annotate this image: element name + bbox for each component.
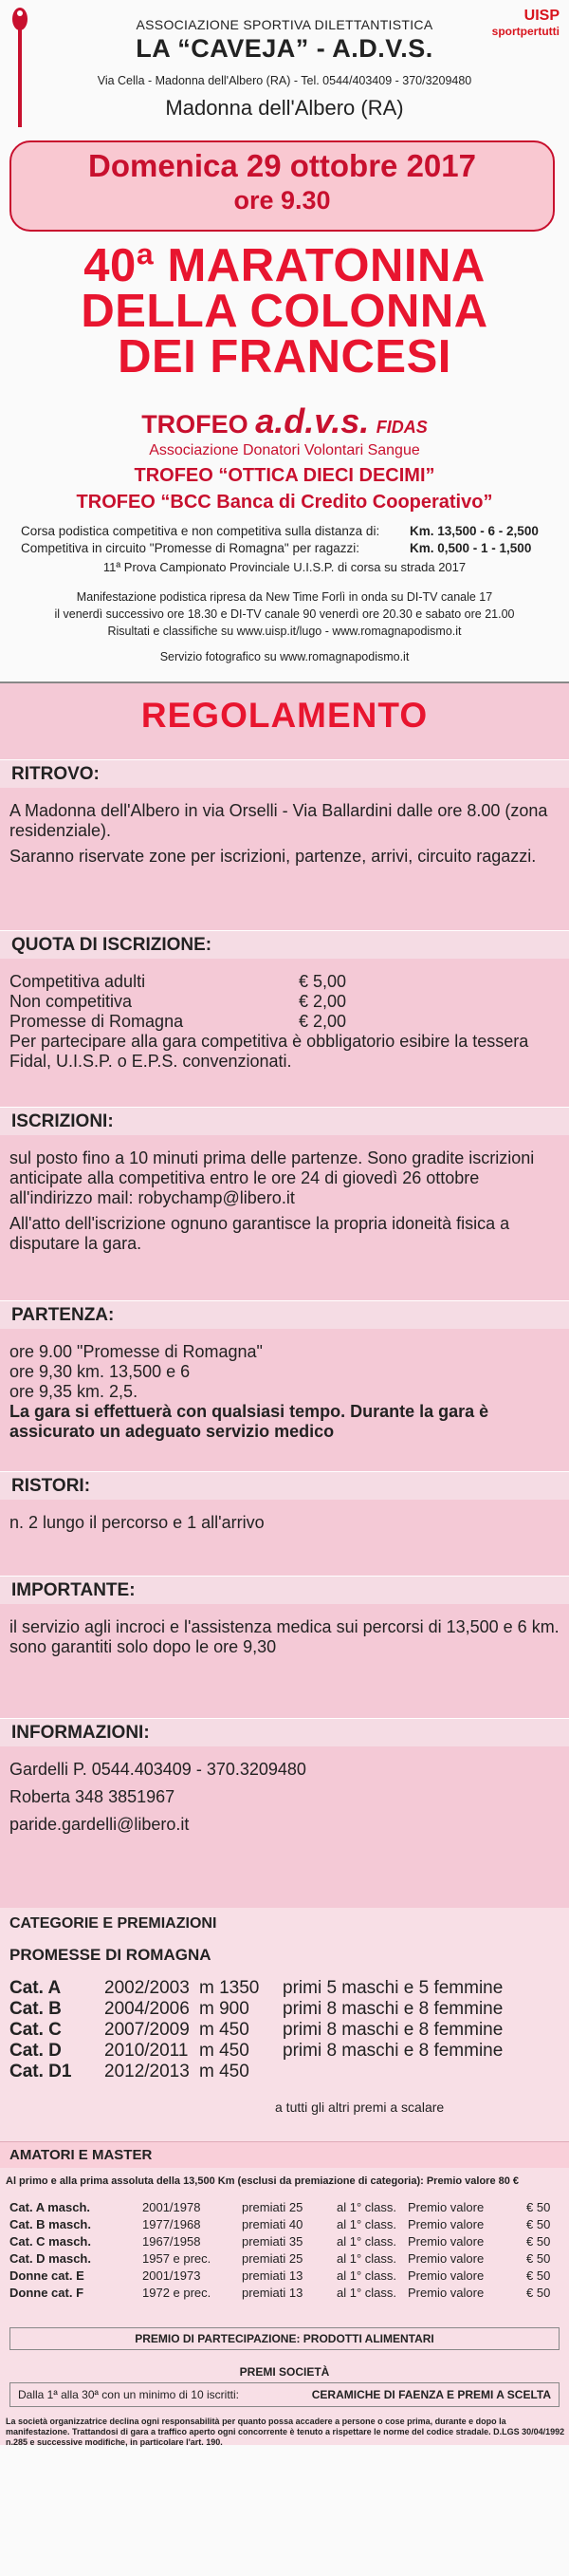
cat-years: 2004/2006 — [104, 1999, 190, 2019]
promesse-table — [9, 1978, 564, 2082]
section-title: ISCRIZIONI: — [11, 1111, 114, 1131]
scalare-note: a tutti gli altri premi a scalare — [275, 2100, 445, 2115]
info-email: paride.gardelli@libero.it — [9, 1815, 190, 1834]
am-eur: € 50 — [526, 2251, 551, 2266]
am-prized: premiati 35 — [242, 2234, 303, 2249]
quota-label: Non competitiva — [9, 992, 133, 1011]
club-town: Madonna dell'Albero (RA) — [165, 96, 404, 120]
fidas-logo: FIDAS — [376, 418, 428, 437]
photo-info: Servizio fotografico su www.romagnapodismo.it — [159, 650, 410, 663]
am-prized: premiati 25 — [242, 2200, 303, 2214]
section-body-partenza — [9, 1342, 560, 1447]
trofeo-prefix: TROFEO — [141, 410, 248, 439]
am-years: 1957 e prec. — [142, 2251, 211, 2266]
trofeo-bcc: TROFEO “BCC Banca di Credito Cooperativo” — [76, 492, 493, 513]
distance-row-adults — [21, 524, 561, 538]
am-prize-label: Premio valore — [408, 2200, 485, 2214]
event-time: ore 9.30 — [233, 186, 331, 215]
championship-note: 11ª Prova Campionato Provinciale U.I.S.P. di corsa su strada 2017 — [102, 560, 467, 574]
am-prized: premiati 25 — [242, 2251, 303, 2266]
am-prize-label: Premio valore — [408, 2251, 485, 2266]
uisp-tagline: sportpertutti — [491, 25, 560, 38]
club-address: Via Cella - Madonna dell'Albero (RA) - Tel. 0544/403409 - 370/3209480 — [97, 74, 472, 87]
table-row — [9, 2251, 564, 2268]
uisp-logo-text: UISP — [523, 8, 560, 24]
ristori-text: n. 2 lungo il percorso e 1 all'arrivo — [9, 1513, 265, 1532]
quota-row — [9, 1012, 560, 1032]
amatori-table — [9, 2200, 564, 2303]
cat-name: Cat. D — [9, 2041, 62, 2061]
section-title: RISTORI: — [11, 1476, 91, 1496]
section-body-quota — [9, 972, 560, 1077]
distance-km: Km. 13,500 - 6 - 2,500 — [410, 524, 539, 538]
cat-prize: primi 8 maschi e 8 femmine — [283, 2020, 504, 2040]
header — [0, 0, 569, 133]
section-title: QUOTA DI ISCRIZIONE: — [11, 935, 212, 955]
title-line-3: DEI FRANCESI — [118, 331, 451, 383]
am-eur: € 50 — [526, 2217, 551, 2231]
am-class: al 1° class. — [337, 2286, 397, 2300]
quota-note: Per partecipare alla gara competitiva è obbligatorio esibire la tessera Fidal, U.I.S.P. o E.P.S. convenzionati. — [9, 1032, 529, 1071]
am-class: al 1° class. — [337, 2217, 397, 2231]
tv-info-2: il venerdì successivo ore 18.30 e DI-TV canale 90 venerdì ore 20.30 e sabato ore 21.00 — [54, 607, 515, 621]
cat-name: Cat. B — [9, 1999, 62, 2019]
section-title: IMPORTANTE: — [11, 1580, 136, 1600]
categorie-title: CATEGORIE E PREMIAZIONI — [9, 1915, 217, 1932]
table-row — [9, 2020, 564, 2041]
cat-name: Cat. C — [9, 2020, 62, 2040]
cat-prize: primi 8 maschi e 8 femmine — [283, 2041, 504, 2061]
assoc-line: ASSOCIAZIONE SPORTIVA DILETTANTISTICA — [136, 17, 433, 32]
section-body-ristori — [9, 1513, 560, 1539]
cat-distance: m 900 — [199, 1999, 249, 2019]
cat-years: 2012/2013 — [104, 2062, 190, 2081]
amatori-head — [0, 2141, 569, 2168]
partenza-line-3: ore 9,35 km. 2,5. — [9, 1382, 138, 1401]
footer-disclaimer: La società organizzatrice declina ogni responsabilità per quanto possa accadere a persone o cose prima, durante e dopo la manifestazione. Trattandosi di gara a traffico aperto ogni concorrente è tenuto a rispettare le norme del codice stradale. D.LGS 30/04/1992 n.285 e successive modifiche, in particolare l'art. 190. — [6, 2417, 565, 2447]
table-row — [9, 2200, 564, 2217]
am-class: al 1° class. — [337, 2200, 397, 2214]
am-prize-label: Premio valore — [408, 2234, 485, 2249]
table-row — [9, 2041, 564, 2062]
trofeo-ottica: TROFEO “OTTICA DIECI DECIMI” — [134, 465, 435, 486]
info-phone-2: Roberta 348 3851967 — [9, 1787, 175, 1806]
am-years: 1967/1958 — [142, 2234, 201, 2249]
am-eur: € 50 — [526, 2286, 551, 2300]
distance-label: Corsa podistica competitiva e non competitiva sulla distanza di: — [21, 524, 380, 538]
ritrovo-text-2: Saranno riservate zone per iscrizioni, partenze, arrivi, circuito ragazzi. — [9, 847, 537, 866]
cat-prize: primi 8 maschi e 8 femmine — [283, 1999, 504, 2019]
quota-row — [9, 972, 560, 992]
am-cat: Cat. A masch. — [9, 2200, 91, 2214]
am-class: al 1° class. — [337, 2251, 397, 2266]
club-name: LA “CAVEJA” - A.D.V.S. — [136, 34, 433, 63]
distance-km: Km. 0,500 - 1 - 1,500 — [410, 541, 532, 555]
premi-societa-box — [9, 2382, 560, 2407]
am-prized: premiati 40 — [242, 2217, 303, 2231]
am-eur: € 50 — [526, 2268, 551, 2283]
premi-societa-left: Dalla 1ª alla 30ª con un minimo di 10 iscritti: — [18, 2388, 239, 2401]
section-title: PARTENZA: — [11, 1305, 115, 1325]
am-prized: premiati 13 — [242, 2286, 303, 2300]
results-info: Risultati e classifiche su www.uisp.it/lugo - www.romagnapodismo.it — [107, 625, 462, 638]
promesse-title: PROMESSE DI ROMAGNA — [9, 1946, 211, 1964]
quota-label: Promesse di Romagna — [9, 1012, 184, 1031]
quota-price: € 5,00 — [299, 972, 347, 991]
cat-distance: m 450 — [199, 2062, 249, 2081]
am-prize-label: Premio valore — [408, 2268, 485, 2283]
section-head-ritrovo — [0, 759, 569, 788]
iscrizioni-text-1: sul posto fino a 10 minuti prima delle partenze. Sono gradite iscrizioni anticipate alla competitiva entro le ore 24 di giovedì 26 ottobre all'indirizzo mail: robychamp@libero.it — [9, 1148, 535, 1207]
am-cat: Cat. C masch. — [9, 2234, 91, 2249]
ritrovo-text-1: A Madonna dell'Albero in via Orselli - Via Ballardini dalle ore 8.00 (zona residenziale). — [9, 801, 548, 840]
section-title: RITROVO: — [11, 764, 100, 784]
section-body-informazioni — [9, 1760, 560, 1835]
cat-distance: m 450 — [199, 2041, 249, 2061]
table-row — [9, 2062, 564, 2082]
amatori-note: Al primo e alla prima assoluta della 13,500 Km (esclusi da premiazione di categoria): Premio valore 80 € — [6, 2175, 520, 2187]
am-prize-label: Premio valore — [408, 2217, 485, 2231]
am-class: al 1° class. — [337, 2268, 397, 2283]
section-body-iscrizioni — [9, 1148, 560, 1260]
am-class: al 1° class. — [337, 2234, 397, 2249]
quota-label: Competitiva adulti — [9, 972, 146, 991]
info-phone: Gardelli P. 0544.403409 - 370.3209480 — [9, 1760, 306, 1779]
iscrizioni-text-2: All'atto dell'iscrizione ognuno garantisce la propria idoneità fisica a disputare la gara. — [9, 1214, 510, 1253]
table-row — [9, 2286, 564, 2303]
am-years: 1972 e prec. — [142, 2286, 211, 2300]
am-prize-label: Premio valore — [408, 2286, 485, 2300]
cat-distance: m 450 — [199, 2020, 249, 2040]
trofeo-advs — [0, 401, 569, 441]
importante-text: il servizio agli incroci e l'assistenza medica sui percorsi di 13,500 e 6 km. sono garantiti solo dopo le ore 9,30 — [9, 1617, 560, 1656]
distance-row-kids — [21, 541, 561, 555]
am-cat: Cat. B masch. — [9, 2217, 91, 2231]
am-years: 2001/1978 — [142, 2200, 201, 2214]
section-head-partenza — [0, 1300, 569, 1329]
section-title: INFORMAZIONI: — [11, 1723, 150, 1743]
partenza-line-1: ore 9.00 "Promesse di Romagna" — [9, 1342, 263, 1361]
divider — [0, 681, 569, 683]
table-row — [9, 2217, 564, 2234]
cat-prize: primi 5 maschi e 5 femmine — [283, 1978, 504, 1998]
table-row — [9, 2268, 564, 2286]
tv-info-1: Manifestazione podistica ripresa da New Time Forlì in onda su DI-TV canale 17 — [76, 590, 493, 604]
table-row — [9, 2234, 564, 2251]
section-body-importante — [9, 1617, 560, 1663]
section-head-importante — [0, 1576, 569, 1604]
uisp-logo — [484, 8, 560, 38]
amatori-title: AMATORI E MASTER — [9, 2147, 153, 2163]
am-cat: Donne cat. E — [9, 2268, 84, 2283]
date-box — [9, 140, 555, 232]
table-row — [9, 1999, 564, 2020]
partenza-line-2: ore 9,30 km. 13,500 e 6 — [9, 1362, 191, 1381]
event-date: Domenica 29 ottobre 2017 — [88, 148, 476, 183]
distance-label: Competitiva in circuito "Promesse di Romagna" per ragazzi: — [21, 541, 359, 555]
premi-societa-title: PREMI SOCIETÀ — [239, 2365, 330, 2379]
event-title — [0, 240, 569, 383]
table-row — [9, 1978, 564, 1999]
title-line-1: 40ª MARATONINA — [83, 240, 486, 291]
premio-partecipazione: PREMIO DI PARTECIPAZIONE: PRODOTTI ALIMENTARI — [9, 2327, 560, 2350]
cat-years: 2007/2009 — [104, 2020, 190, 2040]
quota-price: € 2,00 — [299, 992, 347, 1011]
advs-logo: a.d.v.s. — [255, 401, 370, 440]
cat-years: 2010/2011 — [104, 2041, 189, 2061]
quota-price: € 2,00 — [299, 1012, 347, 1031]
am-cat: Cat. D masch. — [9, 2251, 91, 2266]
section-head-quota — [0, 930, 569, 959]
cat-name: Cat. D1 — [9, 2062, 72, 2081]
partenza-note: La gara si effettuerà con qualsiasi tempo. Durante la gara è assicurato un adeguato servizio medico — [9, 1402, 489, 1441]
section-body-ritrovo — [9, 801, 560, 872]
section-head-ristori — [0, 1471, 569, 1500]
cat-distance: m 1350 — [199, 1978, 260, 1998]
quota-row — [9, 992, 560, 1012]
advs-subtitle: Associazione Donatori Volontari Sangue — [149, 442, 420, 458]
regolamento-title: REGOLAMENTO — [140, 696, 429, 735]
am-cat: Donne cat. F — [9, 2286, 84, 2300]
premi-societa-right: CERAMICHE DI FAENZA E PREMI A SCELTA — [311, 2388, 551, 2401]
am-prized: premiati 13 — [242, 2268, 303, 2283]
section-head-informazioni — [0, 1718, 569, 1746]
cat-years: 2002/2003 — [104, 1978, 190, 1998]
am-years: 1977/1968 — [142, 2217, 201, 2231]
title-line-2: DELLA COLONNA — [81, 286, 488, 337]
cat-name: Cat. A — [9, 1978, 62, 1998]
am-eur: € 50 — [526, 2200, 551, 2214]
section-head-iscrizioni — [0, 1107, 569, 1135]
am-eur: € 50 — [526, 2234, 551, 2249]
am-years: 2001/1973 — [142, 2268, 201, 2283]
